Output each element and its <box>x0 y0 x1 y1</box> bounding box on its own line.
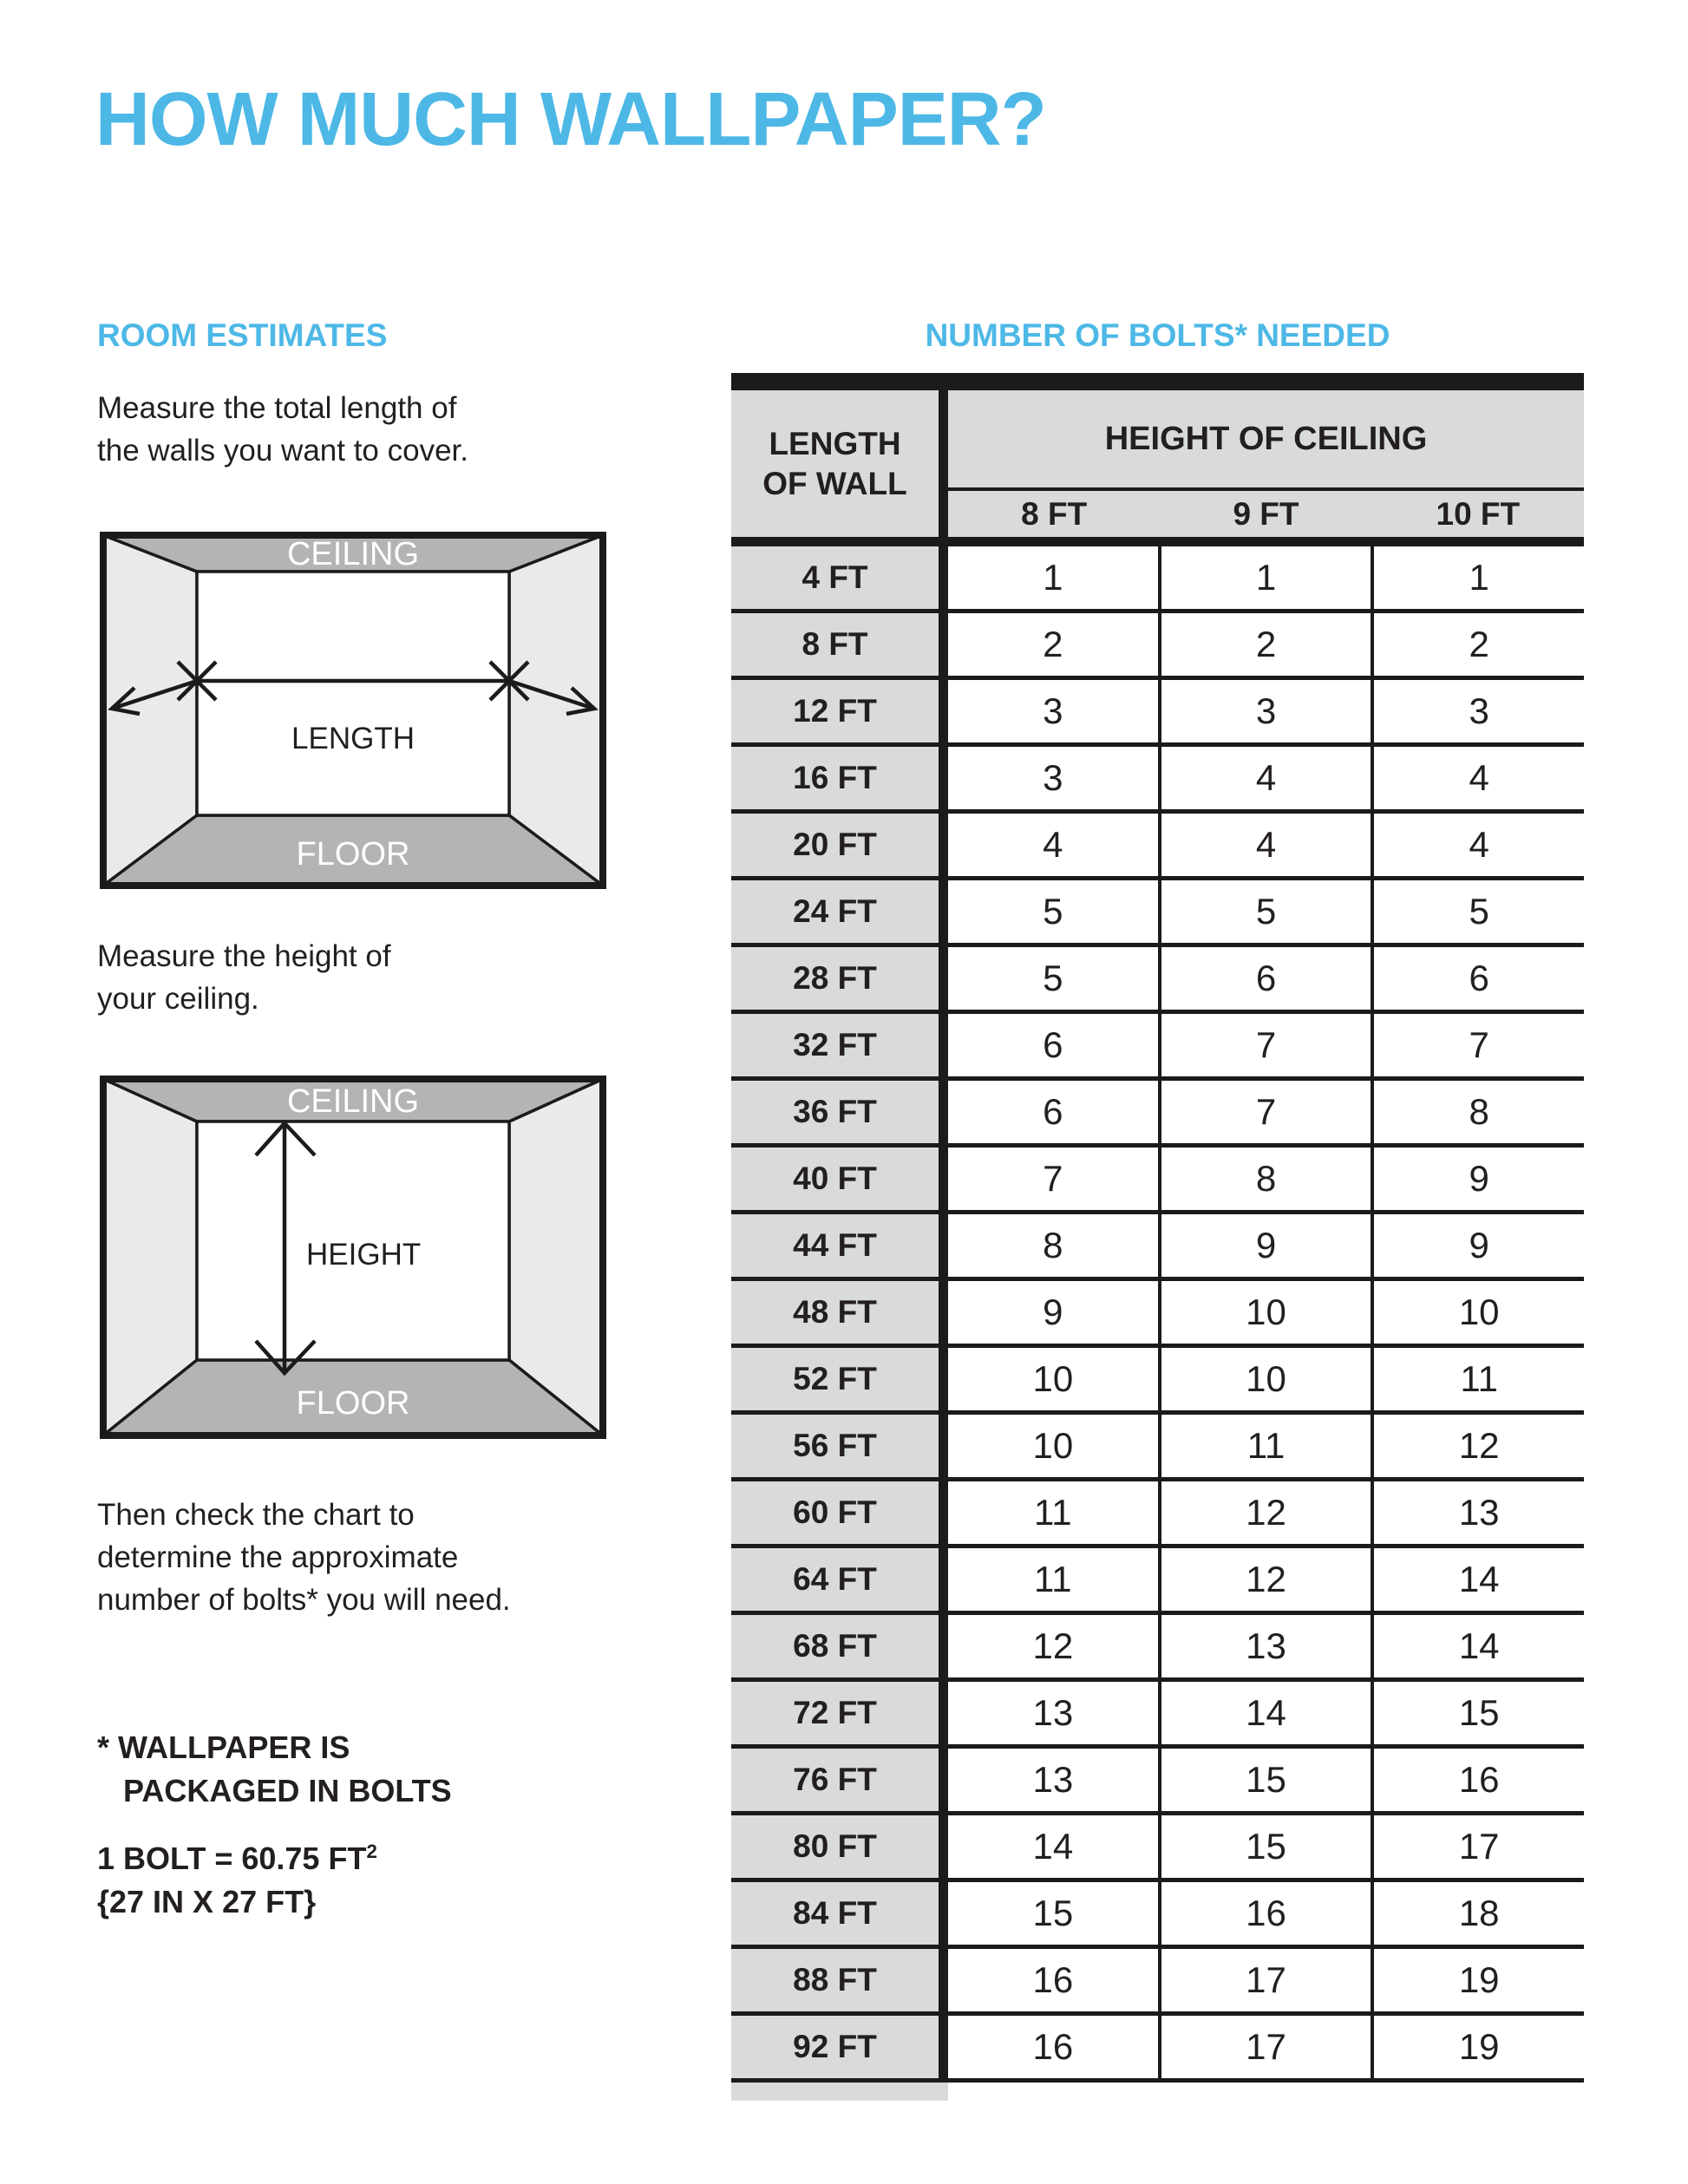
bolt-spec <box>97 1837 377 1924</box>
wall-length-cell: 40 FT <box>731 1148 948 1210</box>
table-row <box>731 1882 1584 1949</box>
table-row <box>731 747 1584 814</box>
wall-length-cell: 56 FT <box>731 1415 948 1477</box>
bolt-count-cell: 2 <box>1161 613 1375 676</box>
wall-length-cell: 8 FT <box>731 613 948 676</box>
bolt-count-cell: 12 <box>1161 1548 1375 1611</box>
column-header-10ft: 10 FT <box>1372 491 1584 537</box>
height-of-ceiling-header-cell: HEIGHT OF CEILING <box>948 390 1584 491</box>
measure-height-paragraph <box>97 935 391 1020</box>
bolt-count-cell: 3 <box>1161 680 1375 742</box>
bolt-count-cell: 1 <box>1374 546 1584 609</box>
bolt-count-cell: 4 <box>1161 814 1375 876</box>
paragraph-line: determine the approximate <box>97 1540 459 1574</box>
wall-length-cell: 48 FT <box>731 1281 948 1344</box>
bolt-count-cell: 14 <box>1374 1615 1584 1677</box>
bolts-footnote <box>97 1726 452 1813</box>
table-row <box>731 1548 1584 1615</box>
bolt-count-cell: 9 <box>948 1281 1161 1344</box>
length-of-wall-header-cell <box>731 390 948 537</box>
bolt-count-cell: 7 <box>948 1148 1161 1210</box>
ceiling-label: CEILING <box>286 1083 420 1120</box>
wall-length-cell: 4 FT <box>731 546 948 609</box>
wall-length-cell: 76 FT <box>731 1749 948 1811</box>
table-header <box>731 390 1584 546</box>
table-row <box>731 814 1584 880</box>
bolt-count-cell: 14 <box>948 1815 1161 1878</box>
bolt-count-cell: 3 <box>948 680 1161 742</box>
bolt-count-cell: 15 <box>1161 1815 1375 1878</box>
bolt-count-cell: 9 <box>1374 1148 1584 1210</box>
table-row <box>731 1815 1584 1882</box>
paragraph-line: Then check the chart to <box>97 1498 415 1532</box>
header-line: LENGTH <box>769 425 901 461</box>
table-row <box>731 1682 1584 1749</box>
bolt-count-cell: 12 <box>1374 1415 1584 1477</box>
bolt-count-cell: 18 <box>1374 1882 1584 1945</box>
bolt-count-cell: 10 <box>1161 1348 1375 1410</box>
height-label: HEIGHT <box>306 1238 422 1272</box>
paragraph-line: your ceiling. <box>97 982 259 1016</box>
wall-length-cell: 36 FT <box>731 1081 948 1143</box>
bolt-count-cell: 2 <box>948 613 1161 676</box>
bolt-count-cell: 16 <box>1161 1882 1375 1945</box>
bolt-count-cell: 19 <box>1374 2016 1584 2078</box>
header-line: OF WALL <box>762 465 907 501</box>
table-row <box>731 613 1584 680</box>
wall-length-cell: 44 FT <box>731 1214 948 1277</box>
bolt-dimensions-line: {27 IN X 27 FT} <box>97 1884 317 1919</box>
bolt-count-cell: 10 <box>1374 1281 1584 1344</box>
bolt-count-cell: 13 <box>1374 1481 1584 1544</box>
bolts-needed-heading: NUMBER OF BOLTS* NEEDED <box>925 317 1390 353</box>
paragraph-line: Measure the total length of <box>97 391 457 425</box>
table-top-border <box>731 373 1584 390</box>
bolt-count-cell: 14 <box>1161 1682 1375 1744</box>
bolt-count-cell: 8 <box>948 1214 1161 1277</box>
bolt-count-cell: 11 <box>1161 1415 1375 1477</box>
bolt-count-cell: 6 <box>948 1014 1161 1076</box>
bolt-count-cell: 1 <box>1161 546 1375 609</box>
room-height-diagram <box>100 1076 606 1439</box>
bolt-count-cell: 10 <box>948 1348 1161 1410</box>
bolt-count-cell: 7 <box>1374 1014 1584 1076</box>
paragraph-line: number of bolts* you will need. <box>97 1583 511 1617</box>
bolt-count-cell: 10 <box>1161 1281 1375 1344</box>
bolt-count-cell: 15 <box>1161 1749 1375 1811</box>
bolt-count-cell: 9 <box>1374 1214 1584 1277</box>
wall-length-cell: 28 FT <box>731 947 948 1010</box>
table-bottom-stub <box>731 2083 948 2101</box>
wall-length-cell: 88 FT <box>731 1949 948 2011</box>
bolt-count-cell: 1 <box>948 546 1161 609</box>
bolt-count-cell: 6 <box>1161 947 1375 1010</box>
bolt-count-cell: 11 <box>948 1548 1161 1611</box>
room-estimates-heading: ROOM ESTIMATES <box>97 317 388 353</box>
table-row <box>731 1949 1584 2016</box>
bolt-count-cell: 9 <box>1161 1214 1375 1277</box>
table-row <box>731 880 1584 947</box>
table-row <box>731 546 1584 613</box>
table-row <box>731 1749 1584 1815</box>
bolt-count-cell: 8 <box>1374 1081 1584 1143</box>
bolts-table <box>731 373 1584 2101</box>
table-row <box>731 1214 1584 1281</box>
bolt-count-cell: 4 <box>1374 747 1584 809</box>
table-body <box>731 546 1584 2083</box>
bolt-count-cell: 13 <box>1161 1615 1375 1677</box>
column-header-8ft: 8 FT <box>948 491 1160 537</box>
table-row <box>731 947 1584 1014</box>
floor-label: FLOOR <box>296 1385 410 1422</box>
measure-length-paragraph <box>97 387 468 472</box>
bolt-count-cell: 16 <box>948 1949 1161 2011</box>
bolt-count-cell: 4 <box>1161 747 1375 809</box>
table-row <box>731 1081 1584 1148</box>
bolt-count-cell: 15 <box>948 1882 1161 1945</box>
wall-length-cell: 24 FT <box>731 880 948 943</box>
bolt-count-cell: 11 <box>948 1481 1161 1544</box>
bolt-count-cell: 17 <box>1161 1949 1375 2011</box>
bolt-count-cell: 12 <box>948 1615 1161 1677</box>
paragraph-line: Measure the height of <box>97 939 391 973</box>
floor-label: FLOOR <box>296 836 410 873</box>
bolt-count-cell: 16 <box>1374 1749 1584 1811</box>
bolt-count-cell: 5 <box>1161 880 1375 943</box>
check-chart-paragraph <box>97 1494 511 1621</box>
table-row <box>731 1014 1584 1081</box>
ceiling-height-subheader-row <box>948 491 1584 537</box>
bolt-count-cell: 17 <box>1161 2016 1375 2078</box>
room-length-diagram <box>100 532 606 889</box>
bolt-count-cell: 12 <box>1161 1481 1375 1544</box>
table-row <box>731 2016 1584 2083</box>
bolt-count-cell: 6 <box>948 1081 1161 1143</box>
bolt-count-cell: 5 <box>1374 880 1584 943</box>
superscript-2: 2 <box>366 1841 377 1862</box>
bolt-count-cell: 6 <box>1374 947 1584 1010</box>
bolt-count-cell: 4 <box>1374 814 1584 876</box>
wall-length-cell: 68 FT <box>731 1615 948 1677</box>
wall-length-cell: 84 FT <box>731 1882 948 1945</box>
bolt-count-cell: 11 <box>1374 1348 1584 1410</box>
wall-length-cell: 92 FT <box>731 2016 948 2078</box>
wall-length-cell: 52 FT <box>731 1348 948 1410</box>
bolt-count-cell: 4 <box>948 814 1161 876</box>
ceiling-label: CEILING <box>286 536 420 572</box>
bolt-count-cell: 19 <box>1374 1949 1584 2011</box>
bolt-count-cell: 10 <box>948 1415 1161 1477</box>
bolt-count-cell: 17 <box>1374 1815 1584 1878</box>
footnote-line: PACKAGED IN BOLTS <box>123 1773 452 1808</box>
bolt-count-cell: 5 <box>948 880 1161 943</box>
ceiling-height-header-group <box>948 390 1584 537</box>
table-row <box>731 1415 1584 1481</box>
table-row <box>731 1615 1584 1682</box>
wall-length-cell: 64 FT <box>731 1548 948 1611</box>
bolt-count-cell: 3 <box>948 747 1161 809</box>
page-title: HOW MUCH WALLPAPER? <box>95 77 1046 161</box>
table-row <box>731 1348 1584 1415</box>
wall-length-cell: 80 FT <box>731 1815 948 1878</box>
bolt-count-cell: 13 <box>948 1749 1161 1811</box>
bolt-count-cell: 13 <box>948 1682 1161 1744</box>
bolt-count-cell: 16 <box>948 2016 1161 2078</box>
table-row <box>731 1481 1584 1548</box>
wall-length-cell: 16 FT <box>731 747 948 809</box>
wall-length-cell: 32 FT <box>731 1014 948 1076</box>
bolt-count-cell: 2 <box>1374 613 1584 676</box>
bolt-count-cell: 14 <box>1374 1548 1584 1611</box>
bolt-count-cell: 5 <box>948 947 1161 1010</box>
bolt-count-cell: 8 <box>1161 1148 1375 1210</box>
paragraph-line: the walls you want to cover. <box>97 434 468 468</box>
bolt-count-cell: 15 <box>1374 1682 1584 1744</box>
table-row <box>731 1148 1584 1214</box>
wall-length-cell: 12 FT <box>731 680 948 742</box>
bolt-size-line: 1 BOLT = 60.75 $FT^2$ <box>97 1841 377 1876</box>
table-row <box>731 680 1584 747</box>
wall-length-cell: 20 FT <box>731 814 948 876</box>
wall-length-cell: 60 FT <box>731 1481 948 1544</box>
back-wall-face <box>197 572 509 815</box>
bolt-count-cell: 7 <box>1161 1081 1375 1143</box>
wall-length-cell: 72 FT <box>731 1682 948 1744</box>
bolt-count-cell: 3 <box>1374 680 1584 742</box>
footnote-line: * WALLPAPER IS <box>97 1730 350 1765</box>
column-header-9ft: 9 FT <box>1160 491 1371 537</box>
length-label: LENGTH <box>291 722 415 755</box>
table-row <box>731 1281 1584 1348</box>
bolt-count-cell: 7 <box>1161 1014 1375 1076</box>
